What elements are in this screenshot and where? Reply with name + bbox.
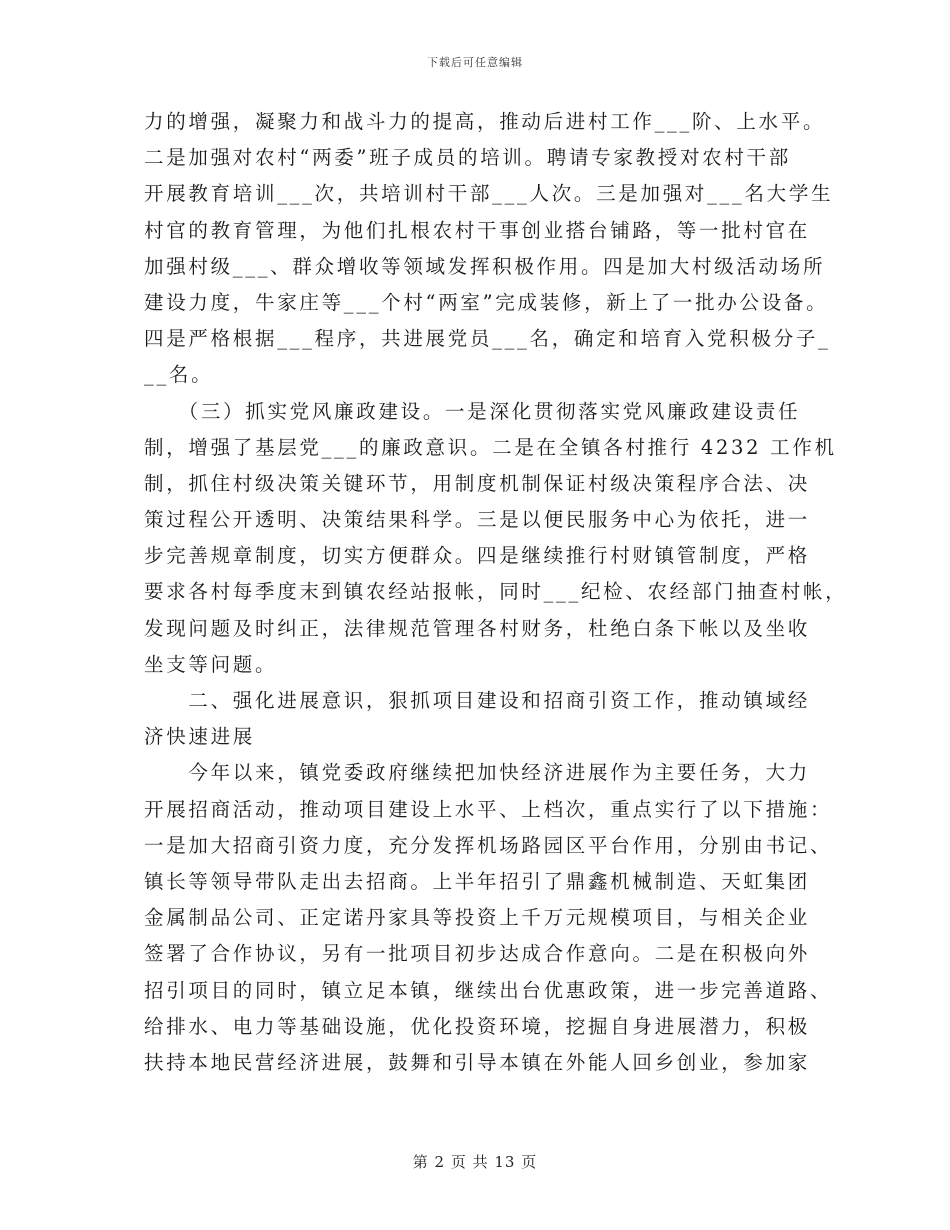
body-line: 给排水、电力等基础设施，优化投资环境，挖掘自身进展潜力，积极: [144, 1014, 811, 1038]
body-line: 制，抓住村级决策关键环节，用制度机制保证村级决策程序合法、决: [144, 471, 811, 495]
body-line: 二是加强对农村“两委”班子成员的培训。聘请专家教授对农村干部: [144, 146, 791, 170]
body-line: 扶持本地民营经济进展，鼓舞和引导本镇在外能人回乡创业，参加家: [144, 1050, 811, 1074]
page-number: 第 2 页 共 13 页: [412, 1153, 538, 1171]
body-line: 济快速进展: [144, 725, 256, 749]
document-body: [144, 104, 848, 1081]
body-line: 一是加大招商引资力度，充分发挥机场路园区平台作用，分别由书记、: [144, 833, 833, 857]
body-line: 开展教育培训___次，共培训村干部___人次。三是加强对___名大学生: [144, 182, 834, 206]
body-line: 镇长等领导带队走出去招商。上半年招引了鼎鑫机械制造、天虹集团: [144, 869, 811, 893]
body-line: 金属制品公司、正定诺丹家具等投资上千万元规模项目，与相关企业: [144, 906, 811, 930]
body-line: 今年以来，镇党委政府继续把加快经济进展作为主要任务，大力: [144, 761, 811, 785]
body-line: （三）抓实党风廉政建设。一是深化贯彻落实党风廉政建设责任: [144, 399, 801, 423]
page-header-note: 下载后可任意编辑: [427, 56, 523, 69]
body-line: 开展招商活动，推动项目建设上水平、上档次，重点实行了以下措施：: [144, 797, 833, 821]
body-line: 策过程公开透明、决策结果科学。三是以便民服务中心为依托，进一: [144, 508, 811, 532]
body-line: 加强村级___、群众增收等领域发挥积极作用。四是加大村级活动场所: [144, 254, 826, 278]
body-line: 步完善规章制度，切实方便群众。四是继续推行村财镇管制度，严格: [144, 544, 811, 568]
body-line: 招引项目的同时，镇立足本镇，继续出台优惠政策，进一步完善道路、: [144, 978, 833, 1002]
body-line: __名。: [144, 363, 214, 387]
body-line: 二、强化进展意识，狠抓项目建设和招商引资工作，推动镇域经: [144, 689, 811, 712]
body-line: 签署了合作协议，另有一批项目初步达成合作意向。二是在积极向外: [144, 942, 811, 966]
body-line: 村官的教育管理，为他们扎根农村干事创业搭台铺路，等一批村官在: [144, 218, 811, 242]
body-line: 建设力度，牛家庄等___个村“两室”完成装修，新上了一批办公设备。: [144, 290, 829, 314]
body-line: 坐支等问题。: [144, 652, 278, 676]
body-line: 力的增强，凝聚力和战斗力的提高，推动后进村工作___阶、上水平。: [144, 110, 826, 133]
body-line: 要求各村每季度末到镇农经站报帐，同时___纪检、农经部门抽查村帐，: [144, 580, 848, 604]
body-line: 发现问题及时纠正，法律规范管理各村财务，杜绝白条下帐以及坐收: [144, 616, 811, 640]
body-line: 制，增强了基层党___的廉政意识。二是在全镇各村推行 4232 工作机: [144, 435, 837, 459]
body-line: 四是严格根据___程序，共进展党员___名，确定和培育入党积极分子_: [144, 327, 831, 351]
